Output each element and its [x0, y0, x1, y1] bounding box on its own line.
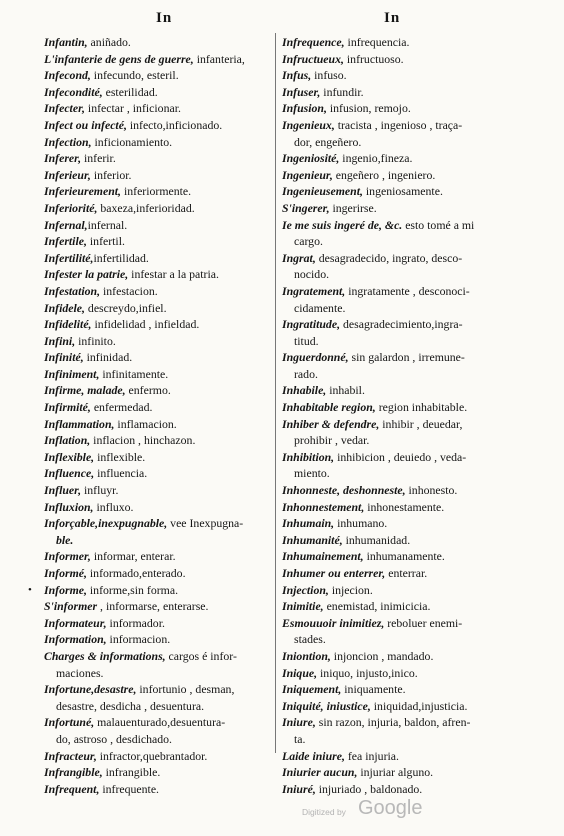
entry-continuation	[282, 631, 514, 648]
translation: rado.	[294, 366, 318, 381]
headword: Influxion,	[44, 499, 94, 514]
translation: inflacion , hinchazon.	[90, 433, 196, 448]
dictionary-entry	[282, 532, 514, 549]
translation: nocido.	[294, 267, 330, 282]
dictionary-entry	[44, 615, 272, 632]
headword: Inflation,	[44, 433, 91, 448]
dictionary-entry	[44, 465, 272, 482]
translation: , informarse, enterarse.	[97, 599, 209, 614]
dictionary-entry	[44, 34, 272, 51]
entry-continuation	[44, 532, 272, 549]
dictionary-entry	[44, 51, 272, 68]
dictionary-entry	[44, 333, 272, 350]
headword: Iniontion,	[282, 648, 331, 663]
headword: Inferiorité,	[44, 200, 98, 215]
dictionary-entry	[44, 714, 272, 731]
translation: infructuoso.	[343, 51, 404, 66]
translation: injuriado , baldonado.	[315, 781, 423, 796]
headword: Iniquité, iniustice,	[282, 698, 371, 713]
translation: informador.	[106, 615, 165, 630]
running-header	[0, 10, 564, 32]
translation: infortunio , desman,	[136, 682, 235, 697]
translation: iniquidad,injusticia.	[370, 698, 468, 713]
headword: Inhumanité,	[282, 532, 343, 547]
translation: baxeza,inferioridad.	[97, 200, 195, 215]
headword: Inflexible,	[44, 449, 95, 464]
translation: descreydo,infiel.	[84, 300, 167, 315]
translation: infractor,quebrantador.	[96, 748, 208, 763]
dictionary-entry	[44, 499, 272, 516]
dictionary-entry	[282, 582, 514, 599]
dictionary-entry	[44, 648, 272, 665]
dictionary-entry	[44, 316, 272, 333]
translation: ta.	[294, 731, 306, 746]
dictionary-entry	[282, 698, 514, 715]
entry-continuation	[44, 731, 272, 748]
headword: Inferieur,	[44, 167, 91, 182]
headword: Inhibition,	[282, 449, 335, 464]
headword: Infructueux,	[282, 51, 344, 66]
headword: Infidele,	[44, 300, 85, 315]
digitized-label: Digitized by	[302, 807, 346, 817]
translation: iniquamente.	[341, 682, 406, 697]
header-right: In	[384, 10, 401, 26]
headword: Influence,	[44, 466, 95, 481]
translation: inflamacion.	[114, 416, 177, 431]
translation: region inhabitable.	[375, 400, 468, 415]
translation: inflexible.	[94, 449, 146, 464]
dictionary-entry	[282, 167, 514, 184]
dictionary-entry	[282, 449, 514, 466]
dictionary-entry	[282, 499, 514, 516]
dictionary-entry	[44, 781, 272, 798]
headword: ble.	[56, 532, 74, 547]
dictionary-entry	[282, 565, 514, 582]
translation: infrequencia.	[344, 35, 410, 49]
dictionary-entry	[282, 416, 514, 433]
headword: Inhumer ou enterrer,	[282, 566, 386, 580]
translation: reboluer enemi-	[384, 615, 463, 630]
translation: infecto,inficionado.	[126, 117, 223, 132]
translation: enfermedad.	[90, 400, 153, 415]
headword: Infusion,	[282, 101, 327, 116]
translation: cidamente.	[294, 300, 346, 315]
headword: Inhonneste, deshonneste,	[282, 483, 406, 498]
translation: desagradecimiento,ingra-	[340, 317, 463, 332]
headword: Ingenieux,	[282, 117, 335, 132]
header-left: In	[156, 10, 173, 26]
headword: Inguerdonné,	[282, 350, 349, 365]
headword: Inferieurement,	[44, 184, 122, 199]
translation: enfermo.	[125, 383, 171, 398]
dictionary-entry	[282, 748, 514, 765]
translation: infertilidad.	[93, 250, 149, 265]
dictionary-entry	[282, 250, 514, 267]
translation: infidelidad , infieldad.	[91, 317, 200, 332]
dictionary-entry	[44, 548, 272, 565]
dictionary-entry	[44, 598, 272, 615]
dictionary-entry	[44, 233, 272, 250]
headword: Infinité,	[44, 350, 84, 365]
headword: Infester la patrie,	[44, 267, 129, 282]
translation: inhonestamente.	[364, 499, 445, 514]
translation: infernal.	[87, 217, 128, 232]
headword: Infantin,	[44, 35, 88, 49]
headword: Infortuné,	[44, 715, 95, 730]
translation: vee Inexpugna-	[167, 516, 244, 531]
headword: Esmouuoir inimitiez,	[282, 615, 385, 630]
translation: inferir.	[81, 151, 116, 166]
headword: Ingratitude,	[282, 317, 341, 332]
headword: Infecondité,	[44, 84, 103, 99]
translation: inhabil.	[326, 383, 365, 398]
translation: engeñero , ingeniero.	[332, 167, 436, 182]
headword: Infidelité,	[44, 317, 92, 332]
entry-continuation	[282, 266, 514, 283]
dictionary-entry	[44, 134, 272, 151]
headword: Informateur,	[44, 615, 107, 630]
dictionary-entry	[44, 515, 272, 532]
translation: infecundo, esteril.	[90, 68, 179, 83]
dictionary-entry	[44, 150, 272, 167]
translation: ingerirse.	[329, 200, 377, 215]
headword: Infiniment,	[44, 366, 100, 381]
entry-continuation	[282, 333, 514, 350]
translation: infectar , inficionar.	[84, 101, 181, 116]
translation: maciones.	[56, 665, 104, 680]
translation: infuso.	[311, 68, 347, 83]
dictionary-entry	[282, 200, 514, 217]
headword: Infuser,	[282, 84, 321, 99]
dictionary-entry	[282, 399, 514, 416]
translation: influyr.	[81, 483, 119, 498]
translation: sin razon, injuria, baldon, afren-	[315, 715, 471, 730]
footer-watermark	[302, 797, 462, 823]
headword: Inforçable,inexpugnable,	[44, 516, 168, 531]
dictionary-entry	[44, 67, 272, 84]
translation: informar, enterar.	[90, 549, 176, 564]
translation: inficionamiento.	[91, 134, 173, 149]
bullet-marker: •	[28, 583, 32, 596]
headword: Iniurier aucun,	[282, 765, 358, 780]
translation: malauenturado,desuentura-	[94, 715, 226, 730]
dictionary-entry	[44, 366, 272, 383]
dictionary-entry	[44, 167, 272, 184]
translation: enterrar.	[385, 566, 428, 580]
dictionary-entry	[44, 100, 272, 117]
dictionary-entry	[282, 648, 514, 665]
headword: Iniure,	[282, 715, 316, 730]
headword: Inhiber & defendre,	[282, 416, 380, 431]
dictionary-entry	[44, 449, 272, 466]
headword: Infection,	[44, 134, 92, 149]
dictionary-entry	[282, 349, 514, 366]
dictionary-entry	[282, 316, 514, 333]
headword: Ingrat,	[282, 250, 316, 265]
headword: Infecter,	[44, 101, 85, 116]
dictionary-entry	[282, 681, 514, 698]
translation: cargo.	[294, 234, 323, 249]
dictionary-entry	[44, 300, 272, 317]
dictionary-entry	[44, 432, 272, 449]
dictionary-entry	[282, 117, 514, 134]
entry-continuation	[282, 134, 514, 151]
translation: enemistad, inimicicia.	[323, 599, 431, 614]
translation: prohibir , vedar.	[294, 433, 370, 448]
dictionary-entry	[282, 34, 514, 51]
headword: Informé,	[44, 566, 87, 580]
dictionary-entry	[282, 615, 514, 632]
dictionary-entry	[44, 250, 272, 267]
translation: ingenio,fineza.	[339, 151, 413, 166]
headword: Infracteur,	[44, 748, 97, 763]
translation: injecion.	[328, 582, 373, 597]
headword: Infini,	[44, 333, 76, 348]
dictionary-entry	[44, 266, 272, 283]
headword: Ingenieusement,	[282, 184, 363, 199]
dictionary-entry	[44, 681, 272, 698]
dictionary-entry	[282, 84, 514, 101]
dictionary-entry	[282, 382, 514, 399]
headword: Infrequence,	[282, 35, 345, 49]
headword: S'informer	[44, 599, 98, 614]
headword: Ie me suis ingeré de, &c.	[282, 217, 403, 232]
headword: Inhabile,	[282, 383, 327, 398]
translation: ingeniosamente.	[362, 184, 443, 199]
translation: miento.	[294, 466, 330, 481]
dictionary-entry	[282, 183, 514, 200]
headword: Infrequent,	[44, 781, 100, 796]
translation: dor, engeñero.	[294, 134, 362, 149]
entry-continuation	[282, 432, 514, 449]
dictionary-entry	[44, 631, 272, 648]
translation: do, astroso , desdichado.	[56, 731, 172, 746]
dictionary-entry	[282, 515, 514, 532]
headword: Inferer,	[44, 151, 82, 166]
translation: injuriar alguno.	[357, 765, 434, 780]
headword: Inhumainement,	[282, 549, 364, 564]
dictionary-entry	[282, 150, 514, 167]
translation: infundir.	[320, 84, 364, 99]
translation: informe,sin forma.	[86, 582, 179, 597]
dictionary-entry	[282, 283, 514, 300]
left-column	[28, 34, 272, 797]
headword: Iniquement,	[282, 682, 342, 697]
headword: Inimitie,	[282, 599, 324, 614]
translation: esto tomé a mi	[402, 217, 475, 232]
headword: Inhonnestement,	[282, 499, 365, 514]
translation: infertil.	[86, 234, 125, 249]
headword: Infertile,	[44, 234, 87, 249]
dictionary-entry	[282, 67, 514, 84]
translation: inferiormente.	[121, 184, 192, 199]
translation: tracista , ingenioso , traça-	[334, 117, 463, 132]
dictionary-entry	[44, 764, 272, 781]
headword: Iniuré,	[282, 781, 316, 796]
translation: inferior.	[90, 167, 132, 182]
entry-continuation	[44, 698, 272, 715]
translation: infinito.	[75, 333, 116, 348]
dictionary-entry	[44, 482, 272, 499]
entry-continuation	[282, 366, 514, 383]
dictionary-entry	[282, 665, 514, 682]
dictionary-entry	[282, 217, 514, 234]
entry-continuation	[282, 300, 514, 317]
dictionary-entry	[44, 283, 272, 300]
headword: S'ingerer,	[282, 200, 330, 215]
translation: desagradecido, ingrato, desco-	[315, 250, 463, 265]
translation: esterilidad.	[102, 84, 158, 99]
translation: informado,enterado.	[86, 566, 186, 580]
translation: inhonesto.	[405, 483, 458, 498]
entry-continuation	[282, 233, 514, 250]
translation: infestar a la patria.	[128, 267, 219, 282]
translation: inhumano.	[334, 516, 388, 531]
translation: influencia.	[94, 466, 148, 481]
dictionary-entry	[44, 217, 272, 234]
entry-continuation	[282, 465, 514, 482]
dictionary-entry	[44, 382, 272, 399]
headword: Infertilité,	[44, 250, 94, 265]
headword: Inflammation,	[44, 416, 115, 431]
translation: infrangible.	[102, 765, 161, 780]
headword: Infrangible,	[44, 765, 103, 780]
dictionary-entry	[44, 117, 272, 134]
translation: inhibicion , deuiedo , veda-	[334, 449, 467, 464]
headword: Ingenieur,	[282, 167, 333, 182]
dictionary-entry	[44, 416, 272, 433]
headword: Ingeniosité,	[282, 151, 340, 166]
headword: Inhabitable region,	[282, 400, 376, 415]
headword: Infect ou infecté,	[44, 117, 127, 132]
translation: inhumanidad.	[342, 532, 411, 547]
dictionary-entry	[44, 349, 272, 366]
translation: informacion.	[106, 632, 171, 647]
headword: L'infanterie de gens de guerre,	[44, 51, 194, 66]
translation: titud.	[294, 333, 319, 348]
translation: injoncion , mandado.	[330, 648, 434, 663]
headword: Infecond,	[44, 68, 91, 83]
headword: Infirmité,	[44, 400, 91, 415]
translation: inhumanamente.	[363, 549, 445, 564]
translation: aniñado.	[87, 35, 131, 49]
translation: sin galardon , irremune-	[348, 350, 465, 365]
dictionary-entry	[282, 100, 514, 117]
dictionary-entry	[44, 399, 272, 416]
dictionary-entry	[282, 482, 514, 499]
translation: influxo.	[93, 499, 134, 514]
headword: Inhumain,	[282, 516, 335, 531]
dictionary-entry	[44, 200, 272, 217]
google-logo: Google	[358, 797, 423, 819]
dictionary-entry	[44, 565, 272, 582]
translation: ingratamente , desconoci-	[345, 283, 470, 298]
dictionary-entry	[44, 748, 272, 765]
headword: Laide iniure,	[282, 748, 345, 763]
translation: desastre, desdicha , desuentura.	[56, 698, 205, 713]
headword: Infus,	[282, 68, 312, 83]
headword: Injection,	[282, 582, 329, 597]
dictionary-entry	[282, 598, 514, 615]
dictionary-entry	[282, 548, 514, 565]
translation: infusion, remojo.	[326, 101, 411, 116]
headword: Charges & informations,	[44, 648, 166, 663]
headword: Informer,	[44, 549, 91, 564]
headword: Infernal,	[44, 217, 88, 232]
dictionary-entry	[28, 582, 272, 599]
right-column	[282, 34, 514, 797]
headword: Influer,	[44, 483, 82, 498]
translation: infestacion.	[100, 283, 158, 298]
translation: stades.	[294, 632, 326, 647]
headword: Inique,	[282, 665, 318, 680]
dictionary-entry	[282, 714, 514, 731]
dictionary-entry	[282, 51, 514, 68]
dictionary-entry	[282, 764, 514, 781]
translation: infanteria,	[193, 51, 245, 66]
translation: fea injuria.	[344, 748, 399, 763]
translation: infinitamente.	[99, 366, 169, 381]
translation: infinidad.	[83, 350, 133, 365]
dictionary-entry	[44, 183, 272, 200]
headword: Information,	[44, 632, 107, 647]
translation: iniquo, injusto,inico.	[317, 665, 418, 680]
headword: Infestation,	[44, 283, 101, 298]
translation: inhibir , deuedar,	[379, 416, 463, 431]
headword: Informe,	[44, 582, 87, 597]
column-divider	[275, 33, 276, 753]
dictionary-entry	[44, 84, 272, 101]
translation: cargos é infor-	[165, 648, 237, 663]
headword: Infirme, malade,	[44, 383, 126, 398]
entry-continuation	[282, 731, 514, 748]
dictionary-entry	[282, 781, 514, 798]
headword: Infortune,desastre,	[44, 682, 137, 697]
headword: Ingratement,	[282, 283, 346, 298]
entry-continuation	[44, 665, 272, 682]
translation: infrequente.	[99, 781, 160, 796]
